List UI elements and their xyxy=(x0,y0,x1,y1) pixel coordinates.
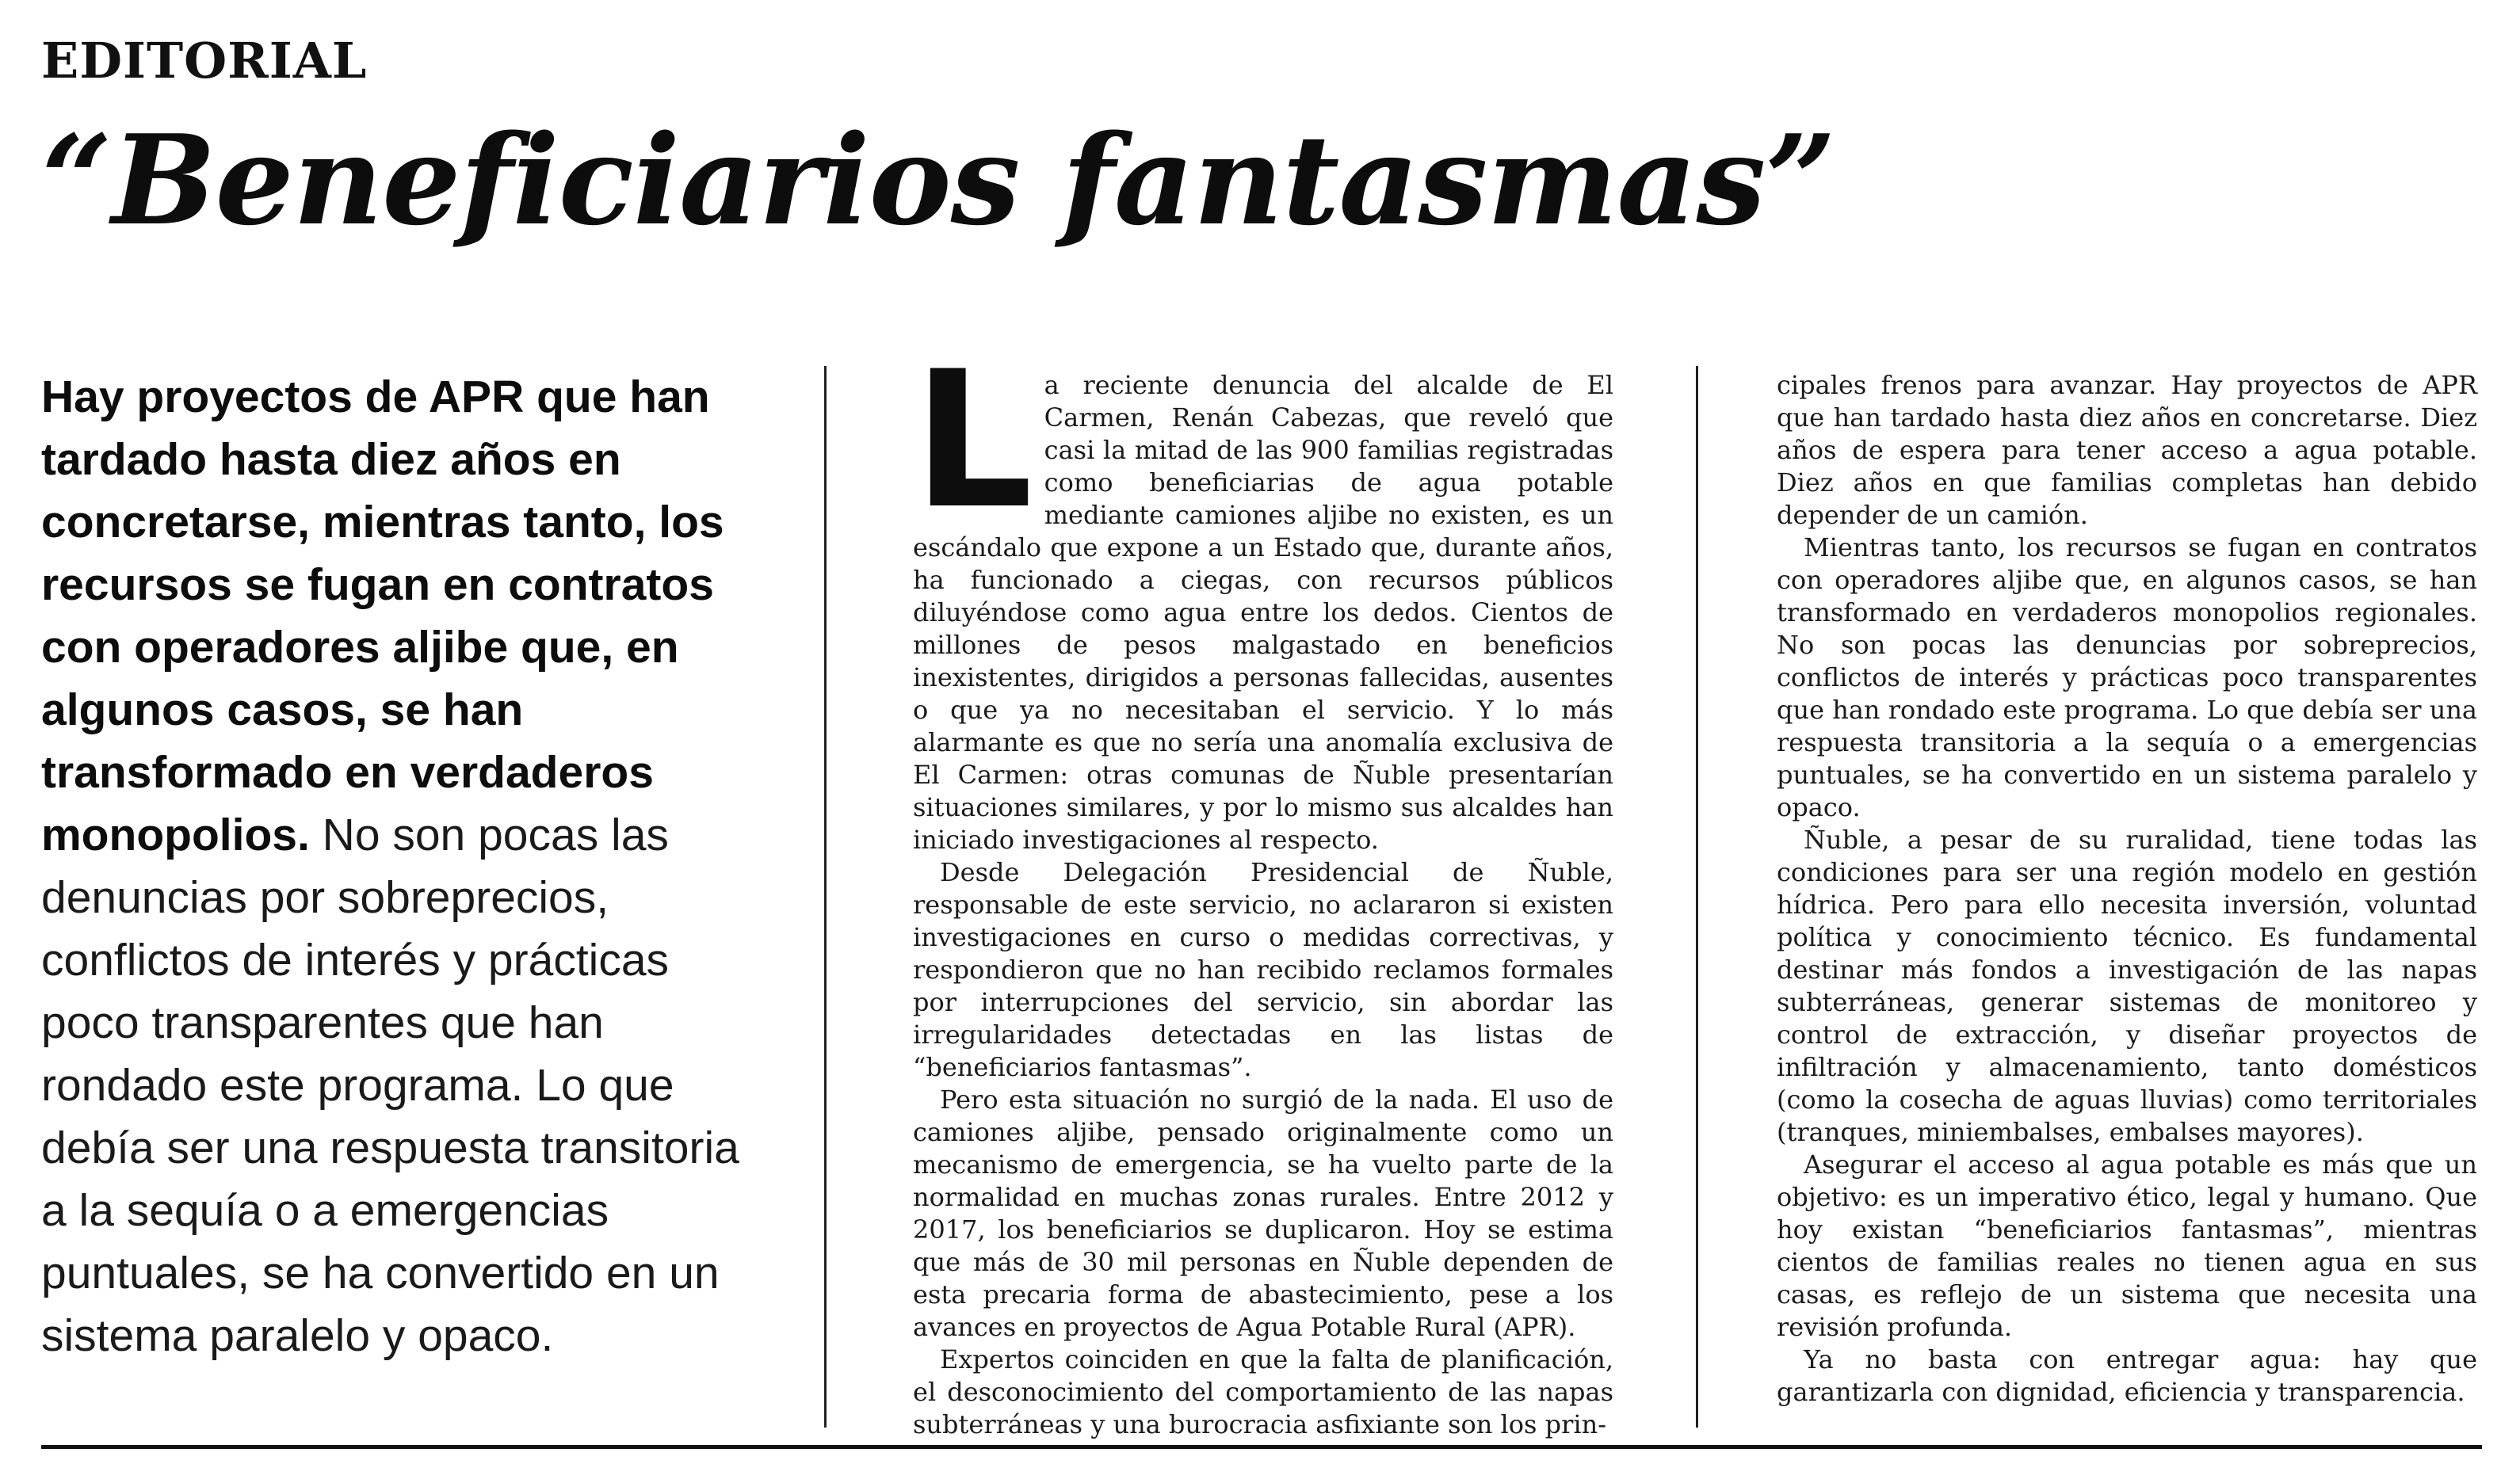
body-paragraph-8: Ya no basta con entregar agua: hay que garantizarla con dignidad, eficiencia y transparencia. xyxy=(1777,1344,2477,1407)
body-paragraph-2: Desde Delegación Presidencial de Ñuble, responsable de este servicio, no aclararon si existen investigaciones en curso o medidas correctivas, y respondieron que no han recibido reclamos formales por interrupciones del servicio, sin abordar las irregularidades detectadas en las listas de “beneficiarios fantasmas”. xyxy=(913,857,1613,1082)
body-paragraph-4-continued: cipales frenos para avanzar. Hay proyectos de APR que han tardado hasta diez años en concretarse. Diez años de espera para tener acceso a agua potable. Diez años en que familias completas han debido depender de un camión. xyxy=(1777,370,2477,530)
body-paragraph-7: Asegurar el acceso al agua potable es más que un objetivo: es un imperativo ético, legal y humano. Que hoy existan “beneficiarios fantasmas”, mientras cientos de familias reales no tienen agua en sus casas, es reflejo de un sistema que necesita una revisión profunda. xyxy=(1777,1149,2477,1342)
body-paragraph-1 xyxy=(913,331,1613,856)
deck-lead: Hay proyectos de APR que han tardado hasta diez años en concretarse, mientras tanto, los recursos se fugan en contratos con operadores aljibe que, en algunos casos, se han transformado en verdaderos monopolios. xyxy=(41,372,724,860)
body-paragraph-6: Ñuble, a pesar de su ruralidad, tiene todas las condiciones para ser una región modelo en gestión hídrica. Pero para ello necesita inversión, voluntad política y conocimiento técnico. Es fundamental destinar más fondos a investigación de las napas subterráneas, generar sistemas de monitoreo y control de extracción, y diseñar proyectos de infiltración y almacenamiento, tanto domésticos (como la cosecha de aguas lluvias) como territoriales (tranques, miniembalses, embalses mayores). xyxy=(1777,825,2477,1147)
column-divider-left xyxy=(824,366,827,1428)
body-paragraph-5: Mientras tanto, los recursos se fugan en contratos con operadores aljibe que, en algunos casos, se han transformado en verdaderos monopolios regionales. No son pocas las denuncias por sobreprecios, conflictos de interés y prácticas poco transparentes que han rondado este programa. Lo que debía ser una respuesta transitoria a la sequía o a emergencias puntuales, se ha convertido en un sistema paralelo y opaco. xyxy=(1777,532,2477,822)
column-divider-right xyxy=(1696,366,1698,1428)
deck-summary xyxy=(41,366,754,1367)
body-column-2 xyxy=(1777,369,2477,1409)
drop-cap: L xyxy=(913,331,1033,551)
body-paragraph-1-text: a reciente denuncia del alcalde de El Carmen, Renán Cabezas, que reveló que casi la mitad de las 900 familias registradas como beneficiarias de agua potable mediante camiones aljibe no existen, es un escándalo que expone a un Estado que, durante años, ha funcionado a ciegas, con recursos públicos diluyéndose como agua entre los dedos. Cientos de millones de pesos malgastado en beneficios inexistentes, dirigidos a personas fallecidas, ausentes o que ya no necesitaban el servicio. Y lo más alarmante es que no sería una anomalía exclusiva de El Carmen: otras comunas de Ñuble presentarían situaciones similares, y por lo mismo sus alcaldes han iniciado investigaciones al respecto. xyxy=(913,370,1613,855)
headline: “Beneficiarios fantasmas” xyxy=(41,108,1836,253)
body-paragraph-4: Expertos coinciden en que la falta de planificación, el desconocimiento del comportamiento de las napas subterráneas y una burocracia asfixiante son los prin- xyxy=(913,1344,1613,1439)
section-label: EDITORIAL xyxy=(41,32,368,90)
body-column-1 xyxy=(913,331,1613,1441)
deck-rest: No son pocas las denuncias por sobreprecios, conflictos de interés y prácticas poco transparentes que han rondado este programa. Lo que debía ser una respuesta transitoria a la sequía o a emergencias puntuales, se ha convertido en un sistema paralelo y opaco. xyxy=(41,810,739,1361)
bottom-rule xyxy=(41,1445,2482,1449)
body-paragraph-3: Pero esta situación no surgió de la nada. El uso de camiones aljibe, pensado originalmente como un mecanismo de emergencia, se ha vuelto parte de la normalidad en muchas zonas rurales. Entre 2012 y 2017, los beneficiarios se duplicaron. Hoy se estima que más de 30 mil personas en Ñuble dependen de esta precaria forma de abastecimiento, pese a los avances en proyectos de Agua Potable Rural (APR). xyxy=(913,1085,1613,1342)
